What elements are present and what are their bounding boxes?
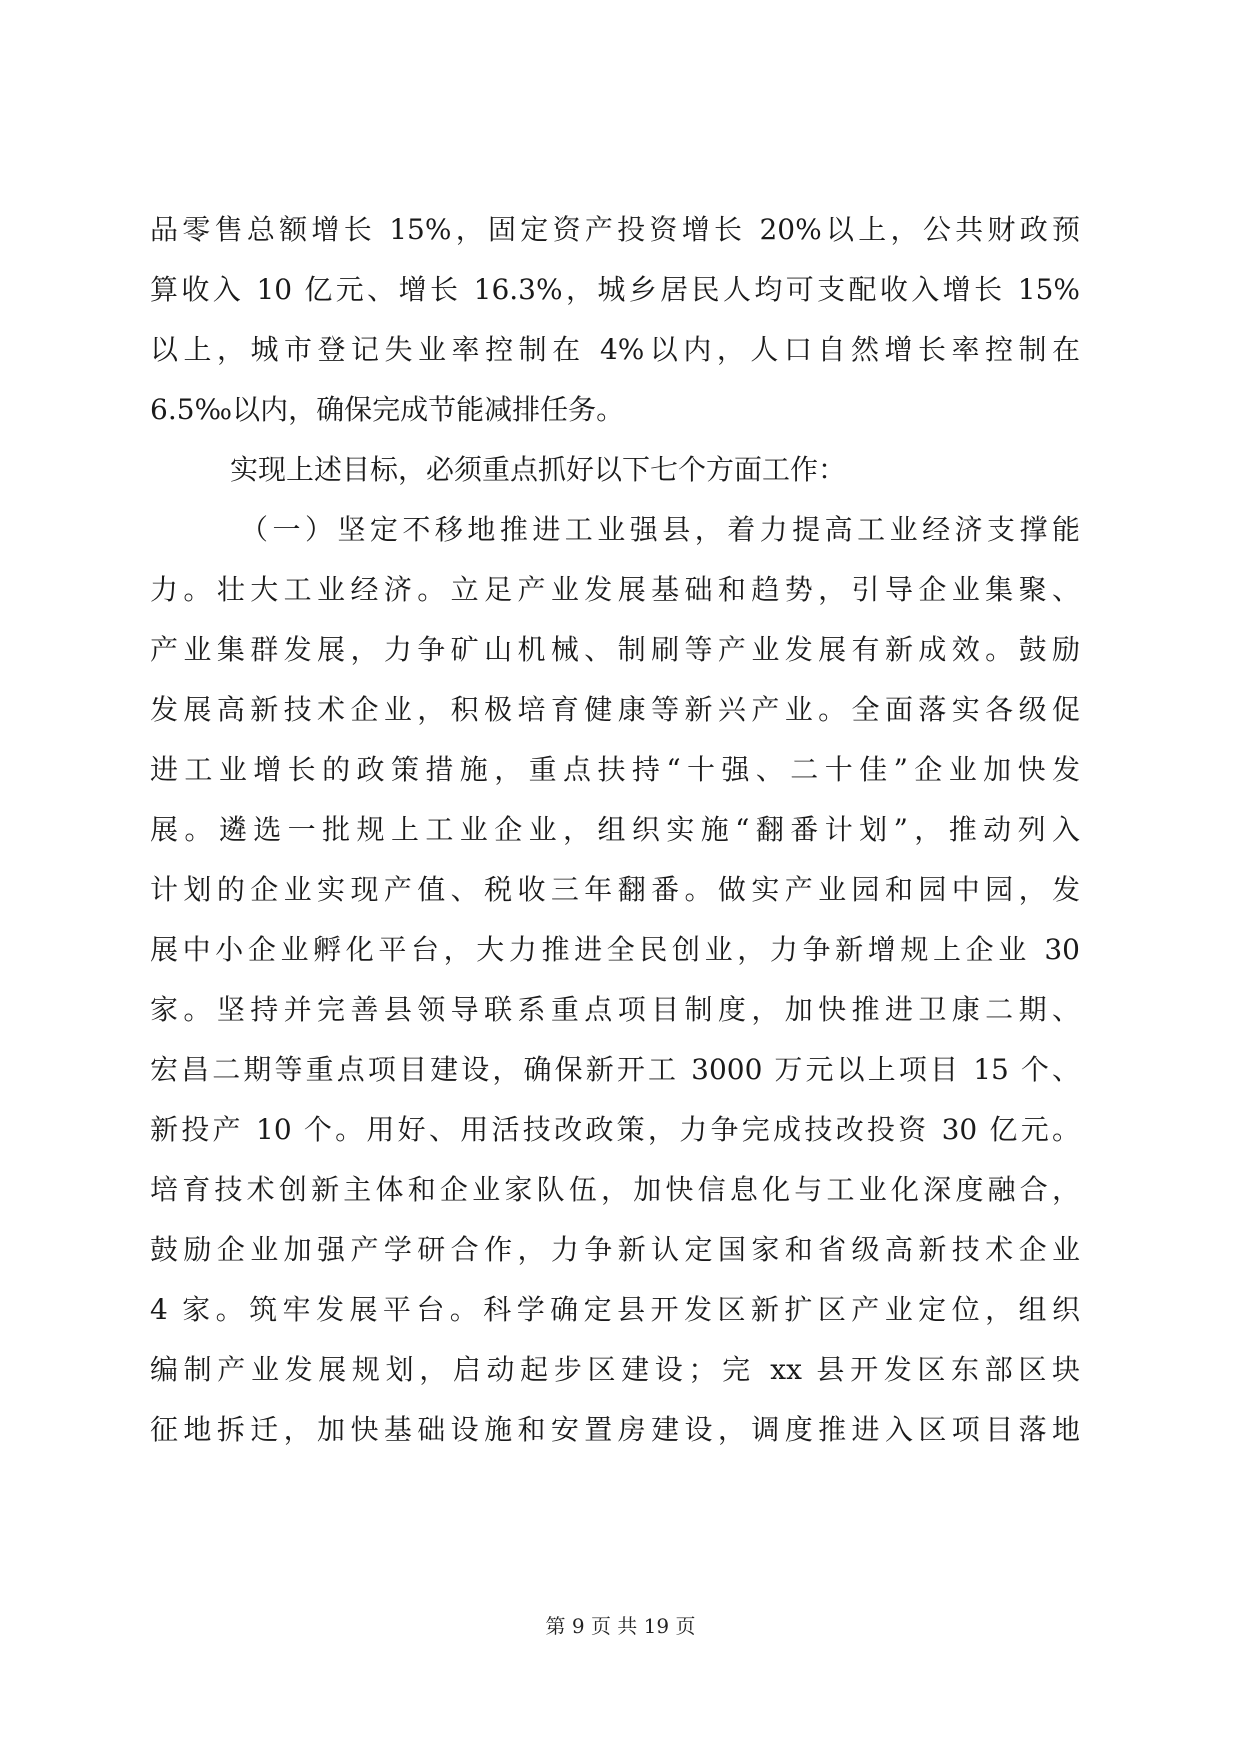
text-line: 新投产 10 个。用好、用活技改政策，力争完成技改投资 30 亿元。 <box>150 1113 1080 1146</box>
text-line: 计划的企业实现产值、税收三年翻番。做实产业园和园中园，发 <box>150 873 1080 906</box>
text-line: 品零售总额增长 15%，固定资产投资增长 20%以上，公共财政预 <box>150 213 1080 246</box>
text-line: 进工业增长的政策措施，重点扶持“十强、二十佳”企业加快发 <box>150 753 1080 786</box>
page-number-footer: 第 9 页 共 19 页 <box>545 1614 696 1638</box>
text-line: 发展高新技术企业，积极培育健康等新兴产业。全面落实各级促 <box>150 693 1080 726</box>
text-line: 展中小企业孵化平台，大力推进全民创业，力争新增规上企业 30 <box>150 933 1080 966</box>
section-heading-line: （一）坚定不移地推进工业强县，着力提高工业经济支撑能 <box>240 513 1080 546</box>
text-line: 宏昌二期等重点项目建设，确保新开工 3000 万元以上项目 15 个、 <box>150 1053 1080 1086</box>
text-line: 鼓励企业加强产学研合作，力争新认定国家和省级高新技术企业 <box>150 1233 1080 1266</box>
paragraph-heading-line: 实现上述目标，必须重点抓好以下七个方面工作： <box>230 453 847 486</box>
text-line: 展。遴选一批规上工业企业，组织实施“翻番计划”，推动列入 <box>150 813 1080 846</box>
text-line: 以上，城市登记失业率控制在 4%以内，人口自然增长率控制在 <box>150 333 1080 366</box>
text-line: 家。坚持并完善县领导联系重点项目制度，加快推进卫康二期、 <box>150 993 1080 1026</box>
text-line: 征地拆迁，加快基础设施和安置房建设，调度推进入区项目落地 <box>150 1413 1080 1446</box>
text-line: 6.5‰以内，确保完成节能减排任务。 <box>150 393 625 426</box>
body-text <box>150 200 1080 1460</box>
text-line: 力。壮大工业经济。立足产业发展基础和趋势，引导企业集聚、 <box>150 573 1080 606</box>
text-line: 培育技术创新主体和企业家队伍，加快信息化与工业化深度融合， <box>150 1173 1080 1206</box>
text-line: 产业集群发展，力争矿山机械、制刷等产业发展有新成效。鼓励 <box>150 633 1080 666</box>
text-line: 算收入 10 亿元、增长 16.3%，城乡居民人均可支配收入增长 15% <box>150 273 1080 306</box>
text-line: 4 家。筑牢发展平台。科学确定县开发区新扩区产业定位，组织 <box>150 1293 1080 1326</box>
text-line: 编制产业发展规划，启动起步区建设；完 xx 县开发区东部区块 <box>150 1353 1080 1386</box>
